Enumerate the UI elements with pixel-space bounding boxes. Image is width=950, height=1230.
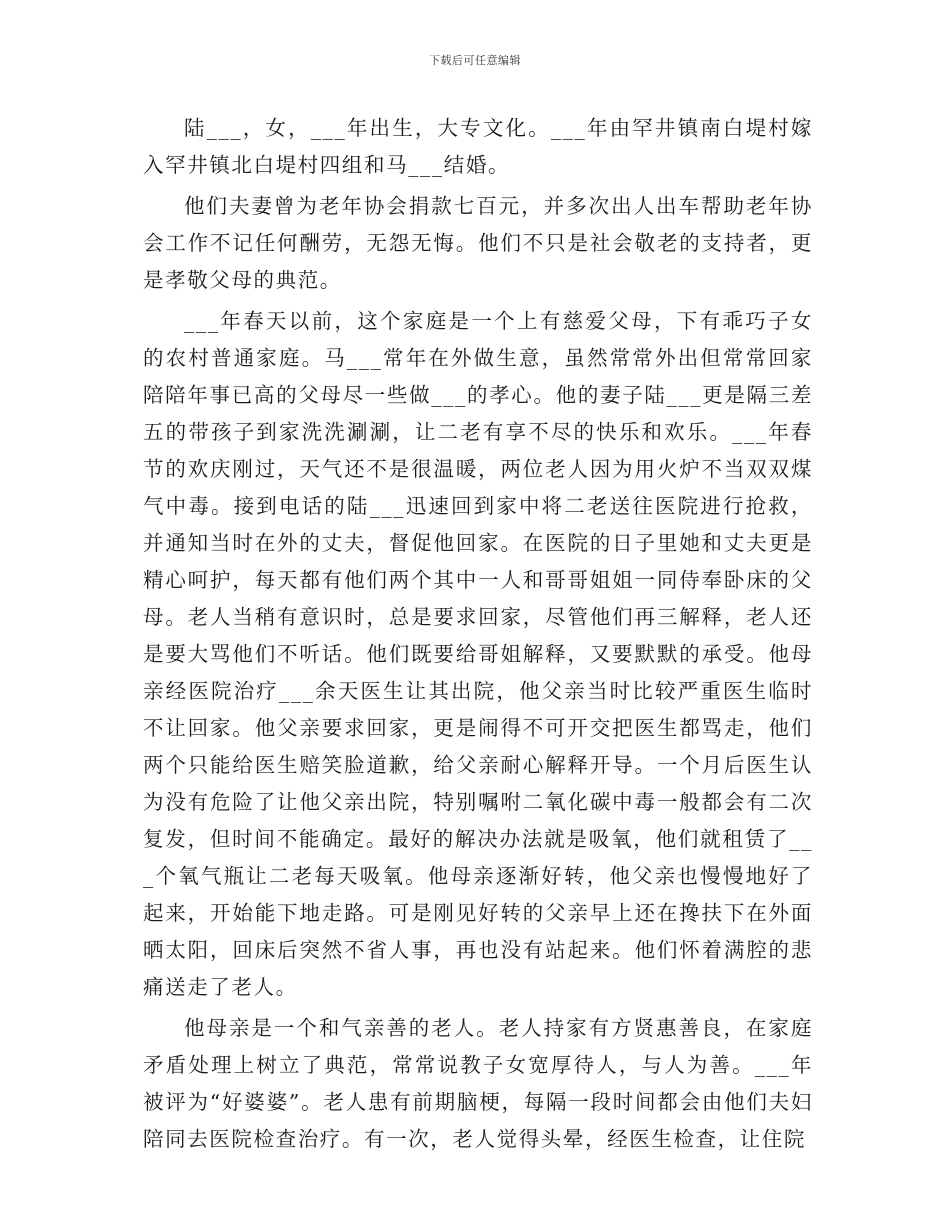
paragraph-3: ___年春天以前，这个家庭是一个上有慈爱父母，下有乖巧子女的农村普通家庭。马___常年在外做生意，虽然常常外出但常常回家陪陪年事已高的父母尽一些做___的孝心。他的妻子陆___更是隔三差五的带孩子到家洗洗涮涮，让二老有享不尽的快乐和欢乐。___年春节的欢庆刚过，天气还不是很温暖，两位老人因为用火炉不当双双煤气中毒。接到电话的陆___迅速回到家中将二老送往医院进行抢救，并通知当时在外的丈夫，督促他回家。在医院的日子里她和丈夫更是精心呵护，每天都有他们两个其中一人和哥哥姐姐一同侍奉卧床的父母。老人当稍有意识时，总是要求回家，尽管他们再三解释，老人还是要大骂他们不听话。他们既要给哥姐解释，又要默默的承受。他母亲经医院治疗___余天医生让其出院，他父亲当时比较严重医生临时不让回家。他父亲要求回家，更是闹得不可开交把医生都骂走，他们两个只能给医生赔笑脸道歉，给父亲耐心解释开导。一个月后医生认为没有危险了让他父亲出院，特别嘱咐二氧化碳中毒一般都会有二次复发，但时间不能确定。最好的解决办法就是吸氧，他们就租赁了___个氧气瓶让二老每天吸氧。他母亲逐渐好转，他父亲也慢慢地好了起来，开始能下地走路。可是刚见好转的父亲早上还在搀扶下在外面晒太阳，回床后突然不省人事，再也没有站起来。他们怀着满腔的悲痛送走了老人。 — [143, 309, 813, 999]
paragraph-4: 他母亲是一个和气亲善的老人。老人持家有方贤惠善良，在家庭矛盾处理上树立了典范，常常说教子女宽厚待人，与人为善。___年被评为“好婆婆”。老人患有前期脑梗，每隔一段时间都会由他们夫妇陪同去医院检查治疗。有一次，老人觉得头晕，经医生检查，让住院 — [143, 1016, 813, 1151]
document-body — [143, 110, 813, 1162]
paragraph-1: 陆___，女，___年出生，大专文化。___年由罕井镇南白堤村嫁入罕井镇北白堤村四组和马___结婚。 — [143, 116, 813, 177]
page-header: 下载后可任意编辑 — [429, 54, 521, 67]
paragraph-2: 他们夫妻曾为老年协会捐款七百元，并多次出人出车帮助老年协会工作不记任何酬劳，无怨无悔。他们不只是社会敬老的支持者，更是孝敬父母的典范。 — [143, 194, 813, 292]
